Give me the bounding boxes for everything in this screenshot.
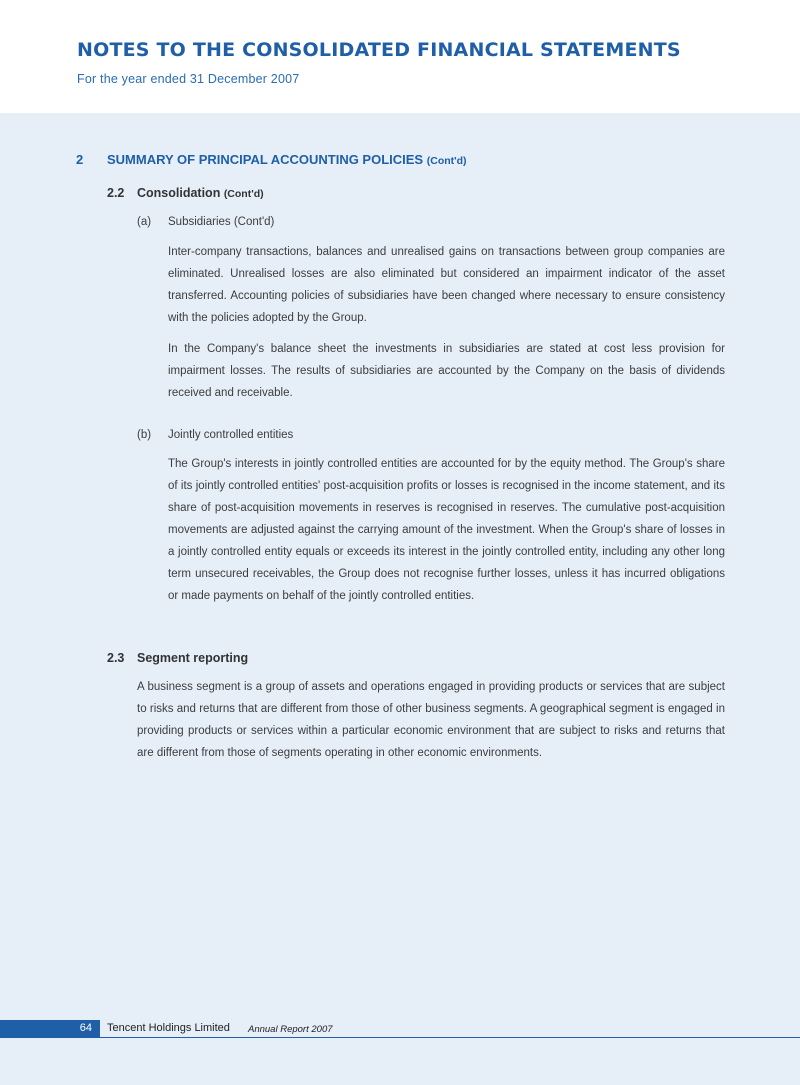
section-heading-suffix: (Cont'd) — [426, 155, 467, 167]
subsection-heading-segment: Segment reporting — [137, 651, 249, 665]
subsection-heading-consolidation — [137, 186, 264, 200]
paragraph-subsidiaries-1: Inter-company transactions, balances and unrealised gains on transactions between group companies are eliminated. Unrealised losses are also eliminated but considered an impairment indicator of the asset transferred. Accounting policies of subsidiaries have been changed where necessary to ensure consistency with the policies adopted by the Group. — [168, 246, 725, 324]
section-heading — [107, 152, 467, 167]
item-label-a: (a) — [137, 216, 152, 228]
footer-company-name: Tencent Holdings Limited — [107, 1022, 230, 1034]
paragraph-segment-reporting: A business segment is a group of assets and operations engaged in providing products or services that are subject to risks and returns that are different from those of other business segments. A geographical segment is engaged in providing products or services within a particular economic environment that are subject to risks and returns that are different from those of segments operating in other economic environments. — [137, 681, 725, 759]
page-number: 64 — [79, 1022, 92, 1034]
subsection-number-segment: 2.3 — [107, 651, 125, 665]
item-heading-jointly-controlled: Jointly controlled entities — [168, 429, 294, 441]
page-subtitle: For the year ended 31 December 2007 — [77, 72, 300, 86]
item-heading-subsidiaries: Subsidiaries (Cont'd) — [168, 216, 275, 228]
page-header — [0, 0, 800, 113]
paragraph-jointly-controlled: The Group's interests in jointly controlled entities are accounted for by the equity method. The Group's share of its jointly controlled entities' post-acquisition profits or losses is recognised in the income statement, and its share of post-acquisition movements in reserves is recognised in reserves. The cumulative post-acquisition movements are adjusted against the carrying amount of the investment. When the Group's share of losses in a jointly controlled entity equals or exceeds its interest in the jointly controlled entity, including any other long term unsecured receivables, the Group does not recognise further losses, unless it has incurred obligations or made payments on behalf of the jointly controlled entities. — [168, 458, 725, 602]
item-label-b: (b) — [137, 429, 152, 441]
subsection-heading-text: Consolidation — [137, 186, 221, 200]
footer-report-name: Annual Report 2007 — [248, 1024, 333, 1035]
section-number: 2 — [76, 152, 84, 167]
subsection-heading-suffix: (Cont'd) — [223, 188, 264, 200]
paragraph-subsidiaries-2: In the Company's balance sheet the investments in subsidiaries are stated at cost less provision for impairment losses. The results of subsidiaries are accounted by the Company on the basis of dividends received and receivable. — [168, 343, 725, 399]
subsection-number-consolidation: 2.2 — [107, 186, 125, 200]
section-heading-text: SUMMARY OF PRINCIPAL ACCOUNTING POLICIES — [107, 152, 424, 167]
page-title: NOTES TO THE CONSOLIDATED FINANCIAL STATEMENTS — [77, 39, 681, 61]
footer-page-box — [0, 1020, 100, 1038]
footer-rule — [0, 1037, 800, 1038]
